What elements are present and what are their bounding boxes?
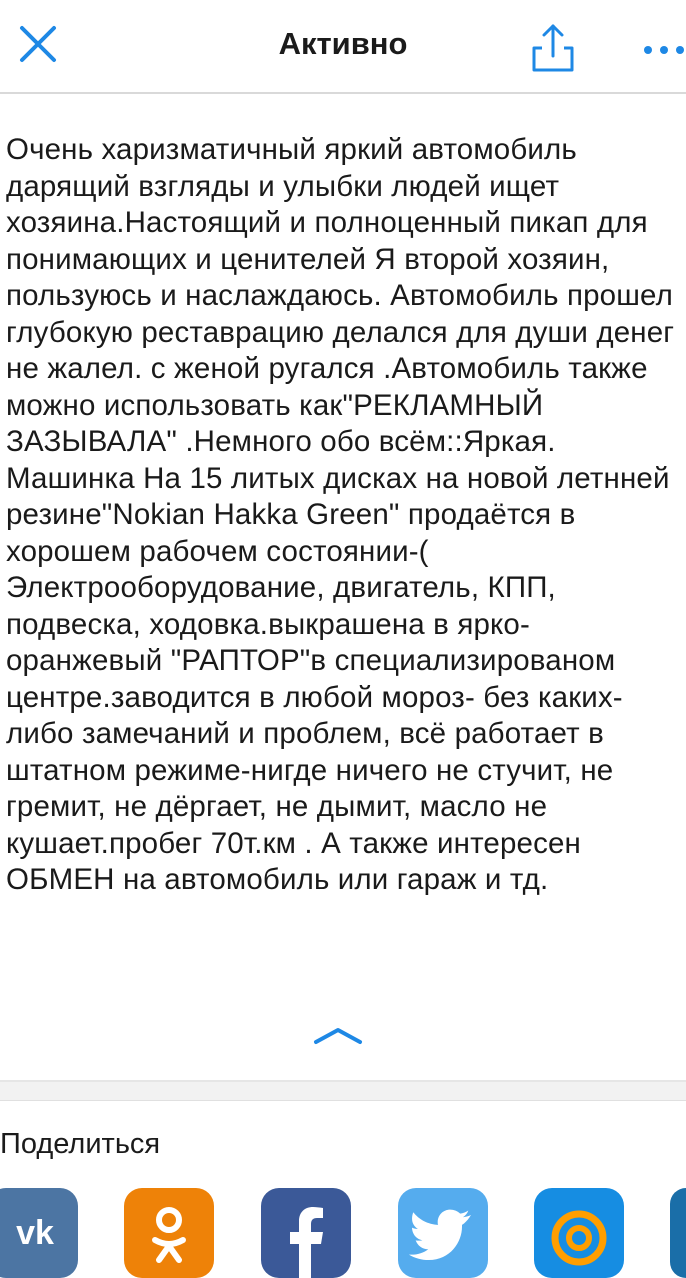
share-icon[interactable] [526,20,580,76]
mail-at-icon[interactable] [534,1188,624,1278]
twitter-icon[interactable] [398,1188,488,1278]
svg-text:vk: vk [16,1214,54,1252]
section-divider [0,1100,686,1101]
share-label: Поделиться [0,1128,161,1160]
chevron-up-icon[interactable] [306,1014,370,1054]
more-icon[interactable] [640,24,686,74]
vk-icon[interactable] [0,1188,78,1278]
more-share-icon[interactable] [670,1188,686,1278]
description-text: Очень харизматичный яркий автомобиль дарящий взгляды и улыбки людей ищет хозяина.Настоящий и полноценный пикап для понимающих и ценителей Я второй хозяин, пользуюсь и наслаждаюсь. Автомобиль прошел глубокую реставрацию делался для души денег не жалел. с женой ругался .Автомобиль также можно использовать как"РЕКЛАМНЫЙ ЗАЗЫВАЛА" .Немного обо всём::Яркая. Машинка На 15 литых дисках на новой летнней резине"Nokian Hakka Green" продаётся в хорошем рабочем состоянии-( Электрооборудование, двигатель, КПП, подвеска, ходовка.выкрашена в ярко-оранжевый "РАПТОР"в специализированом центре.заводится в любой мороз- без каких- либо замечаний и проблем, всё работает в штатном режиме-нигде ничего не стучит, не гремит, не дёргает, не дымит, масло не кушает.пробег 70т.км . А также интересен ОБМЕН на автомобиль или гараж и тд. [6,133,675,896]
odnoklassniki-icon[interactable] [124,1188,214,1278]
top-bar [0,0,686,94]
section-separator-band [0,1082,686,1100]
facebook-icon[interactable] [261,1188,351,1278]
page-title: Активно [278,26,408,61]
listing-description [0,132,686,1002]
